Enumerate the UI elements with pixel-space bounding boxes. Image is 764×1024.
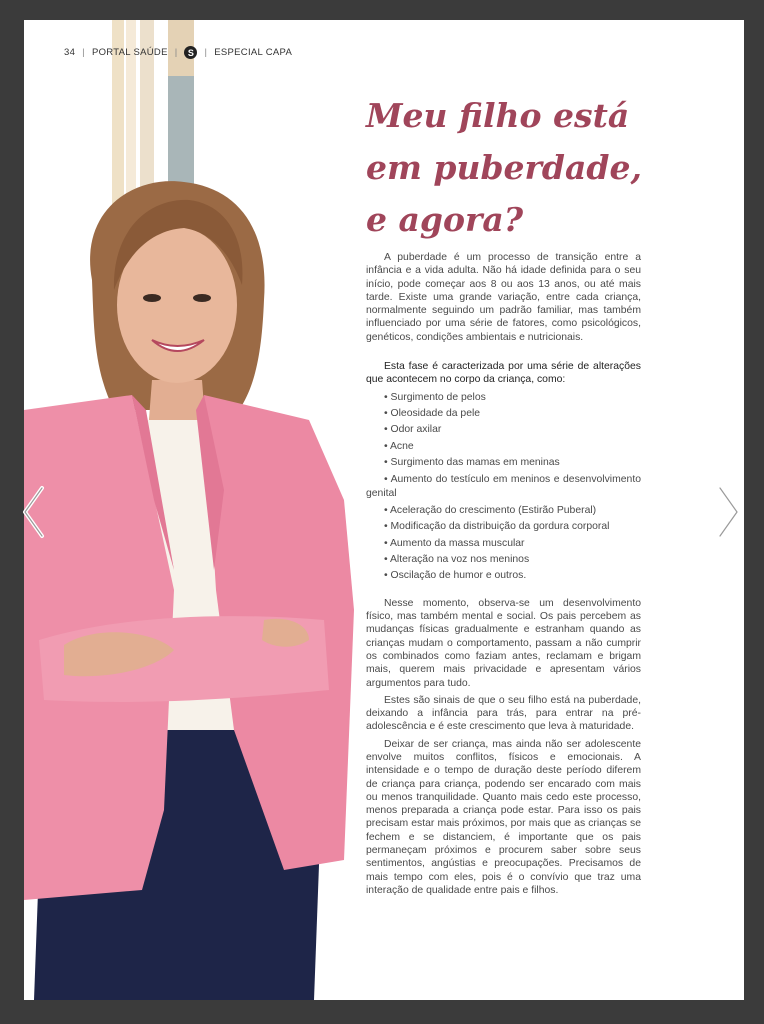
chevron-left-icon [20,484,46,540]
page-number: 34 [64,47,76,58]
category-name: ESPECIAL CAPA [214,47,293,58]
cover-photo-woman [24,170,364,1000]
header-divider: | [204,47,208,58]
list-item: • Aumento do testículo em meninos e desenvolvimento genital [366,473,641,501]
magazine-page [24,20,744,1000]
title-line-1: Meu filho está [366,96,630,135]
lead-paragraph: Esta fase é caracterizada por uma série de alterações que acontecem no corpo da criança, como: [366,361,641,386]
magazine-logo-icon: S [184,46,197,59]
intro-paragraph: A puberdade é um processo de transição entre a infância e a vida adulta. Não há idade definida para o seu início, pode começar aos 8 ou aos 13 anos, ou até mais tarde. Existe uma grande variação, entre cada criança, normalmente seguindo um padrão familiar, mas também influenciado por uma série de fatores, como psicológicos, genéticos, condições ambientais e nutricionais. [366,252,641,343]
list-item: • Modificação da distribuição da gordura corporal [366,519,641,535]
paragraph-conflicts: Deixar de ser criança, mas ainda não ser adolescente envolve muitos conflitos, físicos e emocionais. A intensidade e o tempo de duração deste período diferem de criança para criança, podendo ser encarado com mais ou menos tranquilidade. Quanto mais cedo este processo, menos preparada a criança pode estar. Para isso os pais precisam estar mais próximos, por mais que as crianças se fechem e se distanciem, é importante que os pais permaneçam próximos e procurem saber sobre seus sentimentos, angústias e preocupações. Precisamos de mais tempo com eles, pois é o convívio que traz uma interação de qualidade entre pais e filhos. [366,738,641,896]
list-item: • Aumento da massa muscular [366,536,641,552]
article-title [366,90,696,246]
list-item: • Surgimento de pelos [366,390,641,406]
page-header [64,46,292,59]
list-item: • Acne [366,439,641,455]
section-name: PORTAL SAÚDE [91,47,168,58]
next-page-button[interactable] [714,482,744,542]
list-item: • Aceleração do crescimento (Estirão Puberal) [366,503,641,519]
article-body [366,251,641,897]
list-item: • Odor axilar [366,422,641,438]
previous-page-button[interactable] [18,482,48,542]
title-line-3: e agora? [366,200,524,239]
header-divider: | [82,47,85,58]
header-divider: | [174,47,178,58]
chevron-right-icon [716,484,742,540]
list-item: • Alteração na voz nos meninos [366,552,641,568]
symptom-list [366,390,641,585]
paragraph-signs: Estes são sinais de que o seu filho está na puberdade, deixando a infância para trás, para entrar na pré-adolescência e é este crescimento que leva à maturidade. [366,694,641,733]
list-item: • Oleosidade da pele [366,406,641,422]
title-line-2: em puberdade, [366,148,642,187]
list-item: • Surgimento das mamas em meninas [366,455,641,471]
paragraph-development: Nesse momento, observa-se um desenvolvimento físico, mas também mental e social. Os pais percebem as mudanças físicas gradualmente e estranham quando as crianças mudam o comportamento, passam a não cumprir os combinados como faziam antes, reclamam e brigam mais, querem mais privacidade e apresentam vários argumentos para tudo. [366,597,641,689]
list-item: • Oscilação de humor e outros. [366,568,641,584]
